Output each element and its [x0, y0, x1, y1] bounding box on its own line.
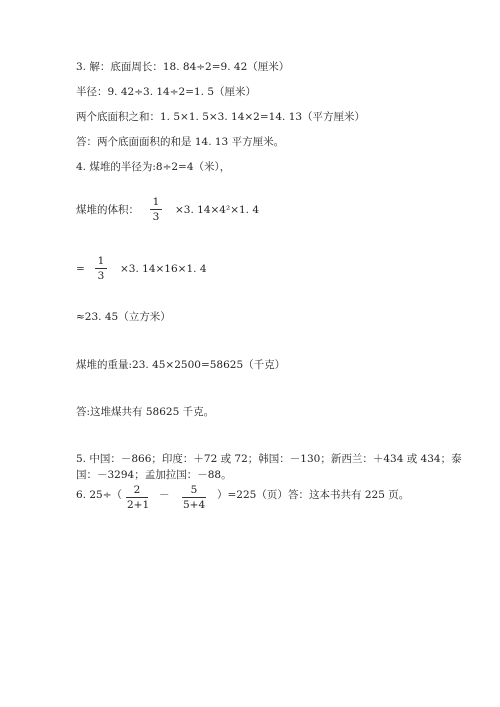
q5-line-1: 5. 中国：－866；印度：＋72 或 72；韩国：－130；新西兰：＋434 或 434；泰: [76, 453, 462, 465]
fraction-one-third: [95, 255, 107, 282]
fraction-one-third: [150, 196, 162, 223]
q5-line-2: 国：－3294；孟加拉国：－88。: [76, 469, 232, 481]
fraction-5-over-5-plus-4: [182, 484, 206, 511]
fraction-numerator: 2: [133, 484, 141, 496]
fraction-numerator: 1: [97, 255, 105, 267]
fraction-denominator: 3: [97, 270, 105, 282]
fraction-bar: [95, 268, 107, 269]
q4-answer-line: 答:这堆煤共有 58625 千克。: [76, 406, 215, 418]
q4-volume-expression-2: ×3. 14×16×1. 4: [120, 263, 207, 275]
q6-minus-sign: －: [159, 489, 170, 501]
fraction-denominator: 3: [152, 211, 160, 223]
fraction-numerator: 5: [190, 484, 198, 496]
q3-perimeter-line: 3. 解：底面周长：18. 84÷2=9. 42（厘米）: [76, 61, 290, 73]
fraction-denominator: 5+4: [183, 499, 206, 511]
q6-answer: 答：这本书共有 225 页。: [288, 489, 410, 501]
q4-weight-line: 煤堆的重量:23. 45×2500=58625（千克）: [76, 359, 286, 371]
q4-volume-label: 煤堆的体积：: [76, 204, 139, 216]
fraction-bar: [182, 497, 206, 498]
fraction-2-over-2-plus-1: [126, 484, 148, 511]
q4-radius-line: 4. 煤堆的半径为:8÷2=4（米），: [76, 161, 231, 173]
fraction-bar: [150, 209, 162, 210]
fraction-denominator: 2+1: [127, 499, 150, 511]
fraction-bar: [126, 497, 148, 498]
q4-equals-sign: =: [76, 263, 85, 275]
q4-volume-expression: ×3. 14×4²×1. 4: [175, 204, 260, 216]
q3-radius-line: 半径：9. 42÷3. 14÷2=1. 5（厘米）: [76, 86, 257, 98]
q3-area-line: 两个底面积之和：1. 5×1. 5×3. 14×2=14. 13（平方厘米）: [76, 111, 366, 123]
q6-result: ）=225（页）: [217, 489, 288, 501]
fraction-numerator: 1: [152, 196, 160, 208]
q6-prefix: 6. 25÷（: [76, 489, 123, 501]
q4-volume-result: ≈23. 45（立方米）: [76, 311, 171, 323]
q3-answer-line: 答：两个底面面积的和是 14. 13 平方厘米。: [76, 136, 285, 148]
